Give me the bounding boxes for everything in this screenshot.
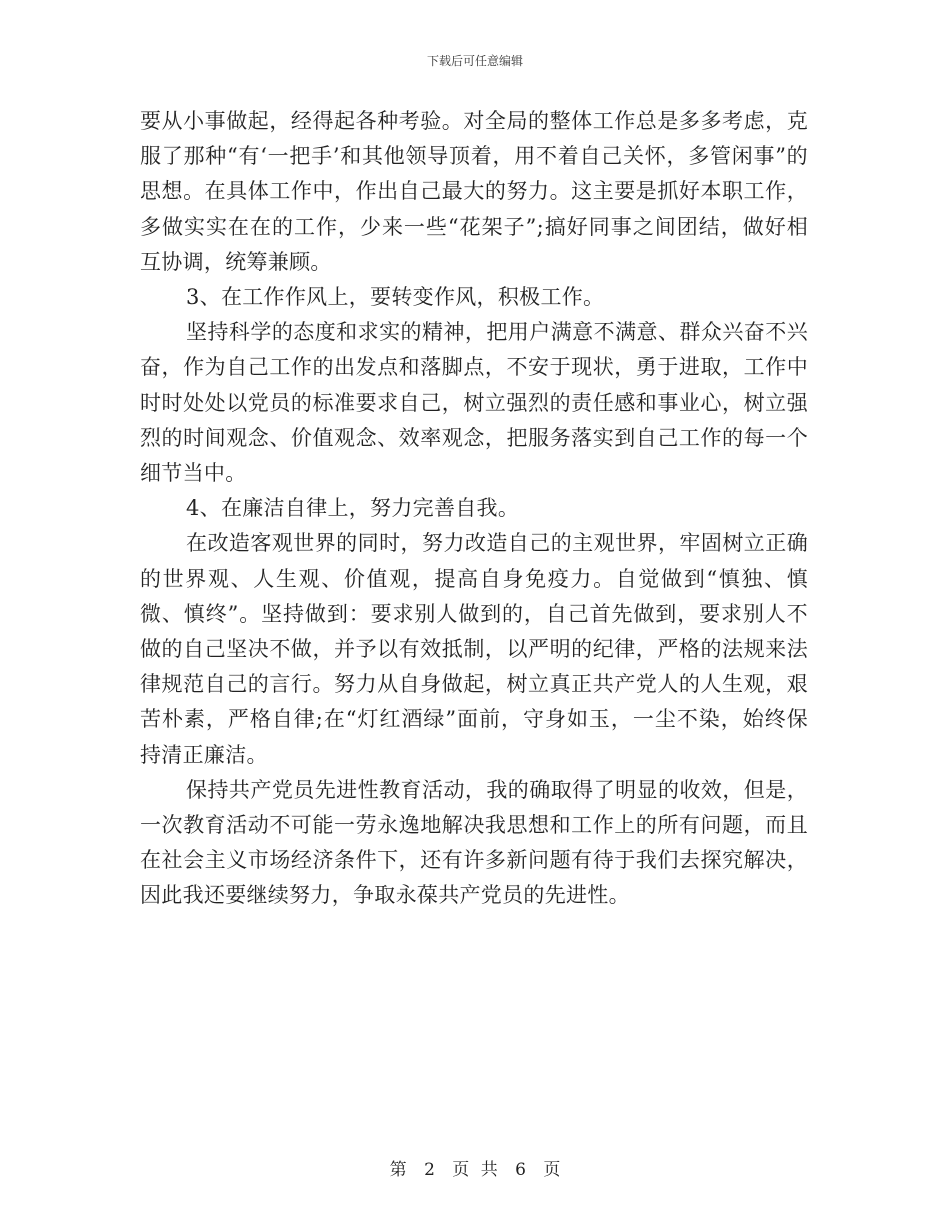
footer-current-page: 2 [424, 1160, 435, 1180]
paragraph-3: 坚持科学的态度和求实的精神，把用户满意不满意、群众兴奋不兴奋，作为自己工作的出发点和落脚点，不安于现状，勇于进取，工作中时时处处以党员的标准要求自己，树立强烈的责任感和事业心，树立强烈的时间观念、价值观念、效率观念，把服务落实到自己工作的每一个细节当中。 [140, 320, 808, 486]
paragraph-2-heading: 3、在工作作风上，要转变作风，积极工作。 [186, 285, 605, 310]
paragraph-5: 在改造客观世界的同时，努力改造自己的主观世界，牢固树立正确的世界观、人生观、价值观，提高自身免疫力。自觉做到“慎独、慎微、慎终”。坚持做到：要求别人做到的，自己首先做到，要求别人不做的自己坚决不做，并予以有效抵制，以严明的纪律，严格的法规来法律规范自己的言行。努力从自身做起，树立真正共产党人的人生观，艰苦朴素，严格自律;在“灯红酒绿”面前，守身如玉，一尘不染，始终保持清正廉洁。 [140, 531, 808, 767]
document-body [140, 104, 808, 914]
page-header-note: 下载后可任意编辑 [426, 54, 523, 68]
paragraph-4-heading: 4、在廉洁自律上，努力完善自我。 [186, 496, 520, 521]
page-footer [0, 1155, 950, 1180]
paragraph-1: 要从小事做起，经得起各种考验。对全局的整体工作总是多多考虑，克服了那种“有‘一把手’和其他领导顶着，用不着自己关怀，多管闲事”的思想。在具体工作中，作出自己最大的努力。这主要是抓好本职工作，多做实实在在的工作，少来一些“花架子”;搞好同事之间团结，做好相互协调，统筹兼顾。 [140, 109, 808, 274]
paragraph-6: 保持共产党员先进性教育活动，我的确取得了明显的收效，但是，一次教育活动不可能一劳永逸地解决我思想和工作上的所有问题，而且在社会主义市场经济条件下，还有许多新问题有待于我们去探究解决，因此我还要继续努力，争取永葆共产党员的先进性。 [140, 777, 808, 908]
footer-prefix: 第 [389, 1160, 407, 1180]
footer-suffix: 页 [543, 1160, 561, 1180]
footer-middle: 页 共 [452, 1160, 498, 1180]
footer-total-pages: 6 [515, 1160, 526, 1180]
